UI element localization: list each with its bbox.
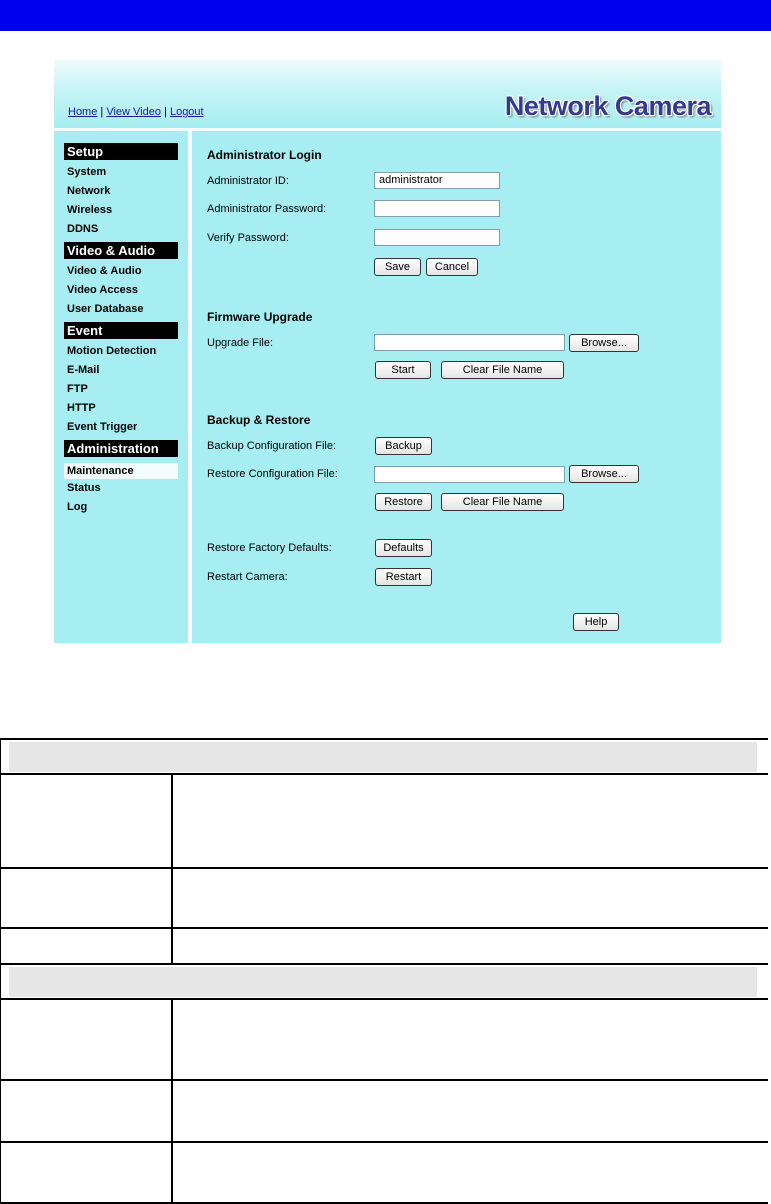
table-column-divider — [171, 998, 173, 1204]
table-column-divider — [171, 773, 173, 965]
sidebar-item-video-audio[interactable]: Video & Audio — [67, 265, 142, 277]
start-upgrade-button[interactable]: Start — [375, 361, 431, 379]
backup-button[interactable]: Backup — [375, 437, 432, 455]
sidebar-item-event-trigger[interactable]: Event Trigger — [67, 421, 138, 433]
sidebar-divider — [188, 131, 192, 643]
logout-link[interactable]: Logout — [169, 106, 204, 118]
description-table — [0, 738, 771, 1204]
sidebar-section-video-audio: Video & Audio — [64, 242, 178, 259]
camera-admin-screenshot — [54, 60, 721, 643]
table-left-border — [0, 738, 1, 1204]
save-button[interactable]: Save — [374, 258, 421, 276]
firmware-upgrade-heading: Firmware Upgrade — [207, 310, 313, 324]
sidebar-item-ftp[interactable]: FTP — [67, 383, 88, 395]
help-button[interactable]: Help — [573, 613, 619, 631]
verify-password-label: Verify Password: — [207, 232, 289, 244]
backup-config-label: Backup Configuration File: — [207, 440, 337, 452]
table-section-header-shade — [9, 967, 757, 997]
nav-separator: | — [100, 106, 104, 118]
sidebar-item-video-access[interactable]: Video Access — [67, 284, 138, 296]
table-rule — [0, 998, 768, 1000]
restore-clear-file-button[interactable]: Clear File Name — [441, 493, 564, 511]
admin-id-label: Administrator ID: — [207, 175, 289, 187]
defaults-button[interactable]: Defaults — [375, 539, 432, 557]
admin-password-input[interactable] — [374, 200, 500, 217]
sidebar-section-setup: Setup — [64, 143, 178, 160]
firmware-browse-button[interactable]: Browse... — [569, 334, 639, 352]
table-rule — [0, 1079, 768, 1081]
sidebar-item-network[interactable]: Network — [67, 185, 111, 197]
table-section-header — [0, 740, 768, 774]
network-camera-logo: Network Camera — [504, 91, 711, 121]
sidebar-item-system[interactable]: System — [67, 166, 107, 178]
sidebar-section-event: Event — [64, 322, 178, 339]
sidebar-item-http[interactable]: HTTP — [67, 402, 96, 414]
view-video-link[interactable]: View Video — [106, 106, 161, 118]
nav-separator: | — [164, 106, 167, 118]
table-rule — [0, 927, 768, 929]
restart-button[interactable]: Restart — [375, 568, 432, 586]
restore-button[interactable]: Restore — [375, 493, 432, 511]
restore-config-label: Restore Configuration File: — [207, 468, 338, 480]
maintenance-panel — [207, 60, 717, 643]
sidebar-item-email[interactable]: E-Mail — [67, 364, 100, 376]
sidebar-item-user-database[interactable]: User Database — [67, 303, 144, 315]
sidebar-item-ddns[interactable]: DDNS — [67, 223, 99, 235]
firmware-clear-file-button[interactable]: Clear File Name — [441, 361, 564, 379]
table-rule — [0, 1141, 768, 1143]
sidebar-item-motion-detection[interactable]: Motion Detection — [67, 345, 157, 357]
restore-browse-button[interactable]: Browse... — [569, 465, 639, 483]
restart-camera-label: Restart Camera: — [207, 571, 288, 583]
sidebar-section-administration: Administration — [64, 440, 178, 457]
header-nav-links — [68, 106, 204, 118]
upgrade-file-input[interactable] — [374, 334, 565, 351]
sidebar-item-wireless[interactable]: Wireless — [67, 204, 113, 216]
table-section-header — [0, 965, 768, 999]
table-rule — [0, 867, 768, 869]
admin-login-heading: Administrator Login — [207, 148, 322, 162]
factory-defaults-label: Restore Factory Defaults: — [207, 542, 332, 554]
sidebar-item-log[interactable]: Log — [67, 501, 88, 513]
verify-password-input[interactable] — [374, 229, 500, 246]
admin-id-input[interactable]: administrator — [374, 172, 500, 189]
home-link[interactable]: Home — [68, 106, 98, 118]
backup-restore-heading: Backup & Restore — [207, 413, 311, 427]
sidebar-item-maintenance[interactable]: Maintenance — [64, 463, 178, 479]
upgrade-file-label: Upgrade File: — [207, 337, 274, 349]
table-rule — [0, 773, 768, 775]
admin-password-label: Administrator Password: — [207, 203, 327, 215]
restore-file-input[interactable] — [374, 466, 565, 483]
sidebar-menu — [64, 143, 178, 520]
cancel-button[interactable]: Cancel — [426, 258, 478, 276]
sidebar-item-status[interactable]: Status — [67, 482, 101, 494]
top-banner-bar — [0, 0, 771, 31]
table-section-header-shade — [9, 742, 757, 772]
